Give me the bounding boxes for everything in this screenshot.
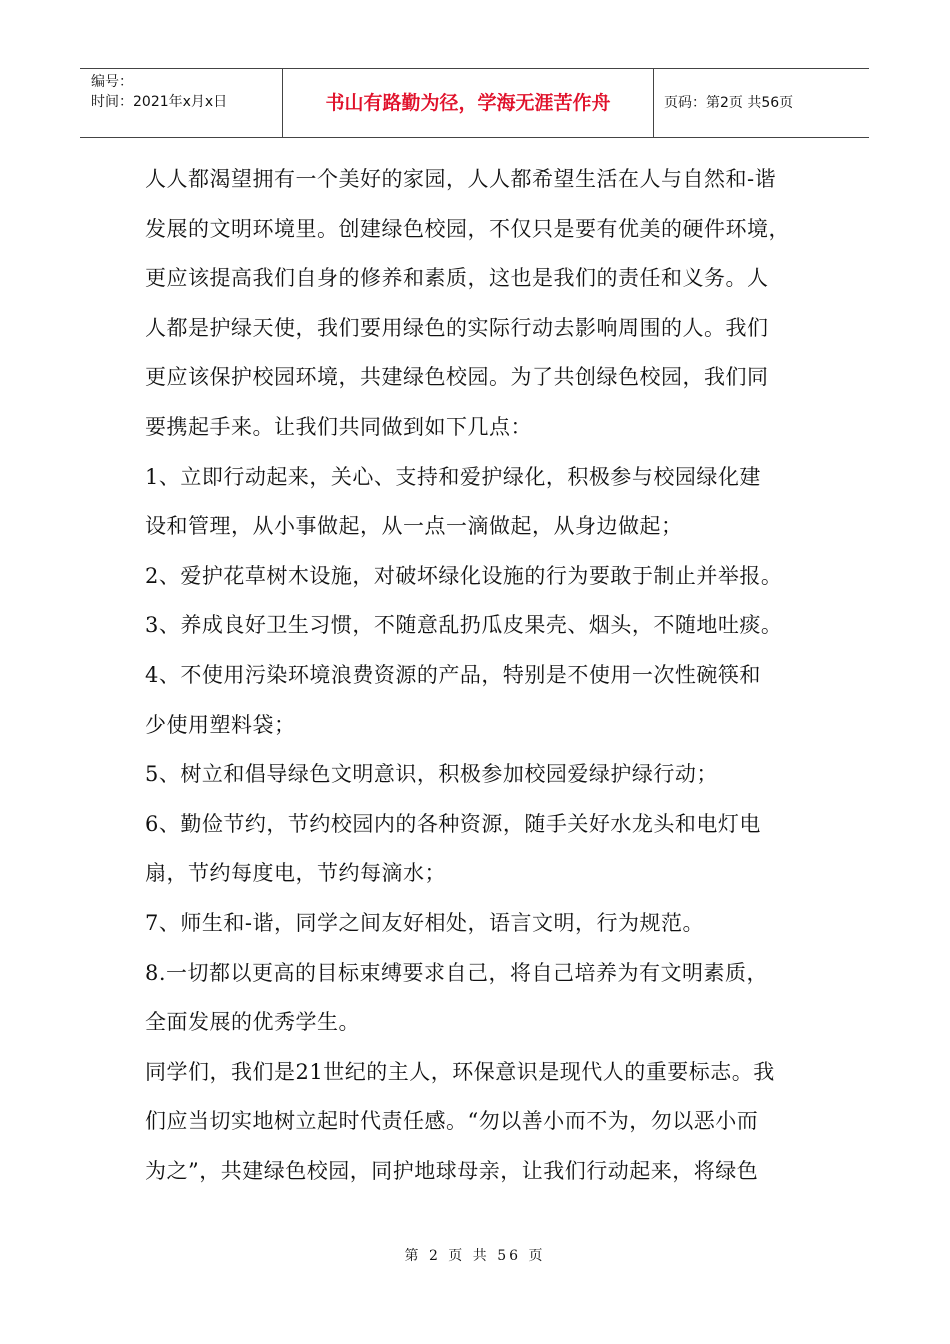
text-line: 3、养成良好卫生习惯，不随意乱扔瓜皮果壳、烟头，不随地吐痰。 — [145, 613, 783, 638]
text-line: 少使用塑料袋； — [145, 712, 296, 737]
text-line: 7、师生和-谐，同学之间友好相处，语言文明，行为规范。 — [145, 910, 704, 935]
text-line: 1、立即行动起来，关心、支持和爱护绿化，积极参与校园绿化建 — [145, 464, 761, 489]
text-line: 扇，节约每度电，节约每滴水； — [145, 861, 446, 886]
page-footer: 第 2 页 共 56 页 — [404, 1248, 546, 1264]
text-line: 5、树立和倡导绿色文明意识，积极参加校园爱绿护绿行动； — [145, 762, 718, 787]
text-line: 人人都渴望拥有一个美好的家园，人人都希望生活在人与自然和-谐 — [145, 167, 777, 191]
text-line: 更应该提高我们自身的修养和素质，这也是我们的责任和义务。人 — [145, 266, 769, 291]
header-meta-cell — [80, 69, 283, 137]
text-line: 人都是护绿天使，我们要用绿色的实际行动去影响周围的人。我们 — [145, 315, 769, 340]
text-line: 们应当切实地树立起时代责任感。“勿以善小而不为，勿以恶小而 — [145, 1109, 759, 1134]
document-body — [145, 155, 813, 1196]
text-line: 同学们，我们是21世纪的主人，环保意识是现代人的重要标志。我 — [145, 1059, 775, 1084]
text-line: 全面发展的优秀学生。 — [145, 1010, 360, 1035]
text-line: 4、不使用污染环境浪费资源的产品，特别是不使用一次性碗筷和 — [145, 662, 761, 687]
date-label: 时间：2021年x月x日 — [91, 94, 228, 110]
code-label: 编号： — [91, 74, 133, 90]
page-info: 页码：第2页 共56页 — [664, 95, 794, 111]
text-line: 设和管理，从小事做起，从一点一滴做起，从身边做起； — [145, 514, 683, 539]
text-line: 更应该保护校园环境，共建绿色校园。为了共创绿色校园，我们同 — [145, 365, 769, 390]
text-line: 6、勤俭节约，节约校园内的各种资源，随手关好水龙头和电灯电 — [145, 811, 761, 836]
text-line: 要携起手来。让我们共同做到如下几点： — [145, 414, 532, 439]
motto: 书山有路勤为径，学海无涯苦作舟 — [283, 69, 654, 137]
header-table — [80, 68, 869, 138]
text-line: 发展的文明环境里。创建绿色校园，不仅只是要有优美的硬件环境， — [145, 216, 790, 241]
text-line: 8.一切都以更高的目标束缚要求自己，将自己培养为有文明素质， — [145, 960, 769, 985]
text-line: 为之”，共建绿色校园，同护地球母亲，让我们行动起来，将绿色 — [145, 1158, 759, 1183]
text-line: 2、爱护花草树木设施，对破坏绿化设施的行为要敢于制止并举报。 — [145, 563, 783, 588]
